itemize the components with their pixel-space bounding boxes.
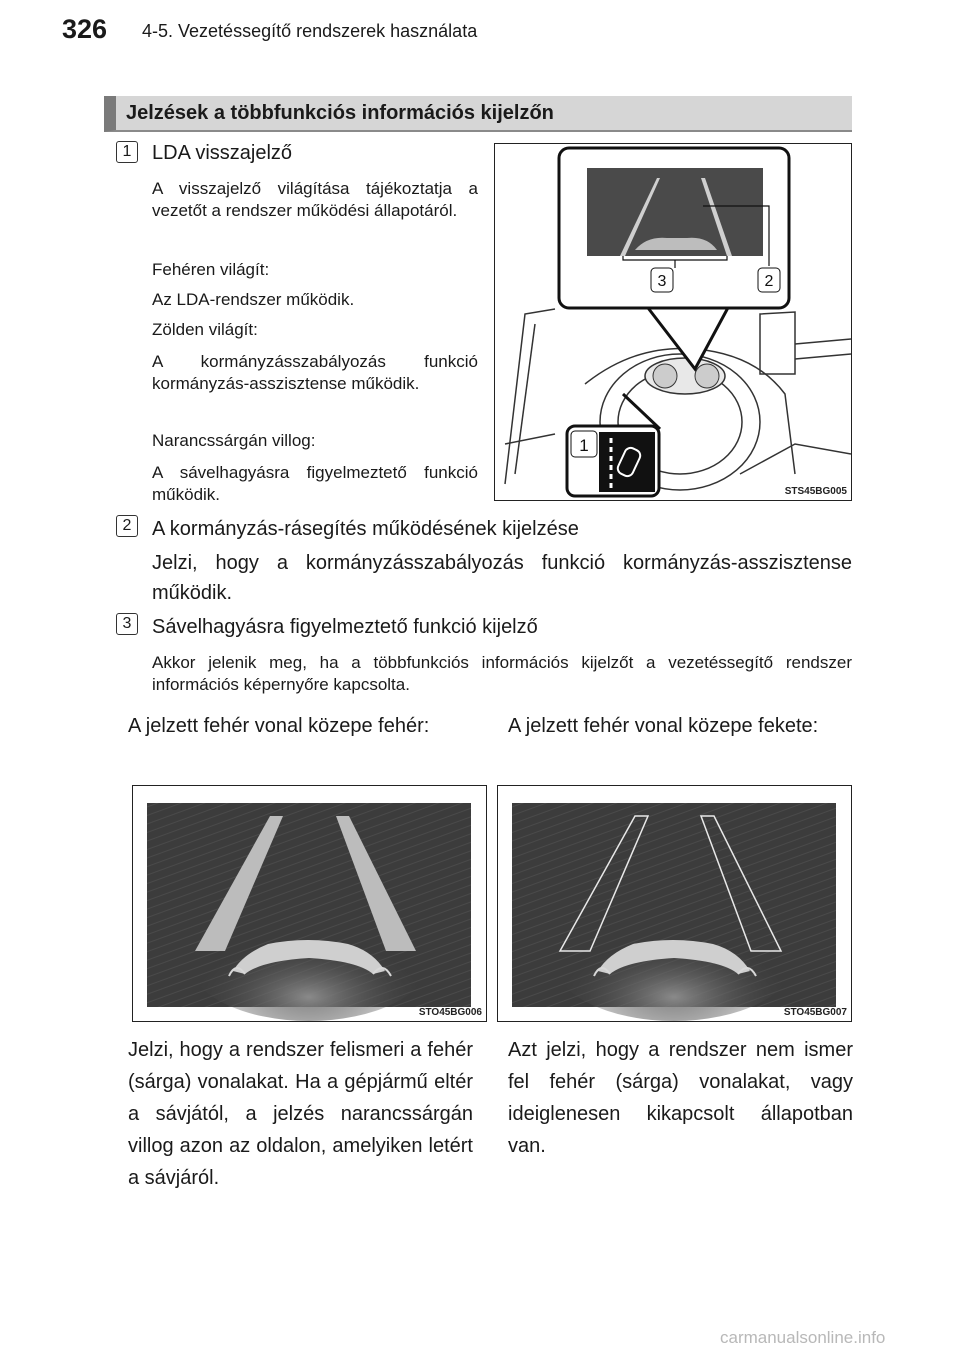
outline-lines-figure [497,785,852,1022]
section-title: Jelzések a többfunkciós információs kijelzőn [126,102,554,124]
orange-desc: A sávelhagyásra figyelmeztető funkció működik. [152,463,478,504]
white-desc: Az LDA-rendszer működik. [152,290,355,309]
compare-right-caption: Azt jelzi, hogy a rendszer nem ismer fel fehér (sárga) vonalakat, vagy ideiglenesen kikapcsolt állapotban van. [508,1039,853,1157]
chapter-title: 4-5. Vezetéssegítő rendszerek használata [142,21,478,41]
compare-left-heading: A jelzett fehér vonal közepe fehér: [128,715,430,737]
watermark: carmanualsonline.info [720,1328,886,1347]
dashboard-illustration [495,144,851,500]
item2-title: A kormányzás-rásegítés működésének kijelzése [152,518,579,540]
callout-1: 1 [579,436,589,455]
page-number: 326 [62,14,108,44]
item3-desc: Akkor jelenik meg, ha a többfunkciós információs kijelzőt a vezetéssegítő rendszer információs képernyőre kapcsolta. [152,653,852,694]
outline-lane-illustration [498,786,851,1021]
section-heading [104,96,852,132]
item1-desc: A visszajelző világítása tájékoztatja a vezetőt a rendszer működési állapotáról. [152,179,478,220]
solid-lines-figure [132,785,487,1022]
item1-title: LDA visszajelző [152,142,293,164]
compare-right-heading: A jelzett fehér vonal közepe fekete: [508,715,819,737]
item3-title: Sávelhagyásra figyelmeztető funkció kijelző [152,616,538,638]
figure-code-left: STO45BG006 [418,1007,482,1018]
figure-code-right: STO45BG007 [783,1007,847,1018]
dashboard-figure [494,143,852,501]
item-number-1: 1 [116,141,138,163]
white-label: Fehéren világít: [152,260,270,279]
item-number-3: 3 [116,613,138,635]
figure-code: STS45BG005 [784,486,847,497]
green-desc: A kormányzásszabályozás funkció kormányzás-asszisztense működik. [152,352,478,393]
callout-2: 2 [764,273,774,290]
item-number-2: 2 [116,515,138,537]
callout-3: 3 [657,273,667,290]
compare-left-caption: Jelzi, hogy a rendszer felismeri a fehér (sárga) vonalakat. Ha a gépjármű eltér a sávjától, a jelzés narancssárgán villog azon az oldalon, amelyiken letért a sávjáról. [128,1039,473,1189]
green-label: Zölden világít: [152,320,258,339]
solid-lane-illustration [133,786,486,1021]
item2-desc: Jelzi, hogy a kormányzásszabályozás funkció kormányzás-asszisztense működik. [152,552,852,604]
orange-label: Narancssárgán villog: [152,431,316,450]
